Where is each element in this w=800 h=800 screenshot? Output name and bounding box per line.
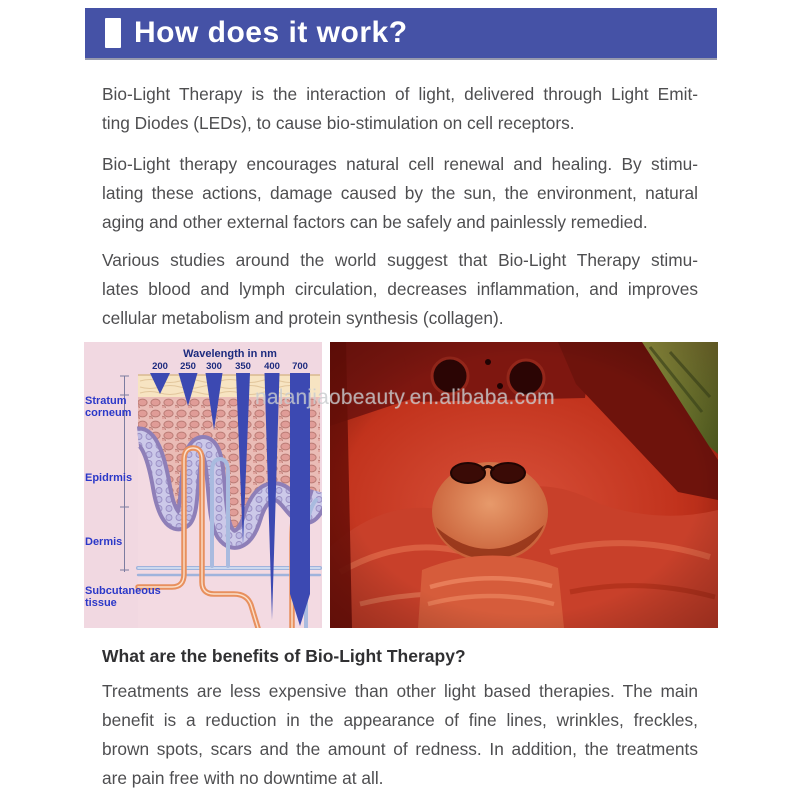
diagram-title: Wavelength in nm <box>183 348 277 360</box>
text-line: lating these actions, damage caused by the sun, the environment, natural <box>102 183 698 203</box>
text-line: Bio-Light Therapy is the interaction of light, delivered through Light Emit- <box>102 84 698 104</box>
layer-label: tissue <box>85 597 117 609</box>
text-line: ting Diodes (LEDs), to cause bio-stimulation on cell receptors. <box>102 113 575 133</box>
section-header-banner <box>85 8 717 58</box>
wavelength-label: 400 <box>264 361 280 372</box>
therapy-photo <box>330 342 718 628</box>
wavelength-label: 300 <box>206 361 222 372</box>
intro-paragraph-2 <box>102 150 698 237</box>
text-line: Treatments are less expensive than other light based therapies. The main <box>102 681 698 701</box>
text-line: Bio-Light therapy encourages natural cell renewal and healing. By stimu- <box>102 154 698 174</box>
text-line: brown spots, scars and the amount of redness. In addition, the treatments <box>102 739 698 759</box>
text-line: cellular metabolism and protein synthesis (collagen). <box>102 308 504 328</box>
wavelength-label: 200 <box>152 361 168 372</box>
text-line: lates blood and lymph circulation, decreases inflammation, and improves <box>102 279 698 299</box>
photo-svg <box>330 342 718 628</box>
header-bar-icon <box>105 18 121 48</box>
text-line: benefit is a reduction in the appearance of fine lines, wrinkles, freckles, <box>102 710 698 730</box>
wavelength-label: 250 <box>180 361 196 372</box>
wavelength-label: 700 <box>292 361 308 372</box>
layer-label: corneum <box>85 407 132 419</box>
intro-paragraph-3 <box>102 246 698 333</box>
layer-label: Epidrmis <box>85 472 133 484</box>
penetration-arrow <box>290 373 310 626</box>
watermark-text: nalanjiaobeauty.en.alibaba.com <box>255 386 555 409</box>
vignette <box>330 342 718 628</box>
section-title: How does it work? <box>134 16 408 49</box>
skin-penetration-diagram <box>84 342 322 628</box>
content-area <box>0 58 800 793</box>
text-line: aging and other external factors can be safely and painlessly remedied. <box>102 212 648 232</box>
text-line: are pain free with no downtime at all. <box>102 768 384 788</box>
layer-label: Subcutaneous <box>85 585 161 597</box>
wavelength-label: 350 <box>235 361 251 372</box>
figure-row <box>84 342 718 628</box>
layer-label: Dermis <box>85 536 123 548</box>
diagram-svg <box>84 342 322 628</box>
benefits-paragraph <box>102 677 698 793</box>
layer-label: Stratum <box>85 395 127 407</box>
benefits-heading: What are the benefits of Bio-Light Therapy? <box>102 646 466 666</box>
text-line: Various studies around the world suggest that Bio-Light Therapy stimu- <box>102 250 698 270</box>
intro-paragraph-1 <box>102 80 698 138</box>
